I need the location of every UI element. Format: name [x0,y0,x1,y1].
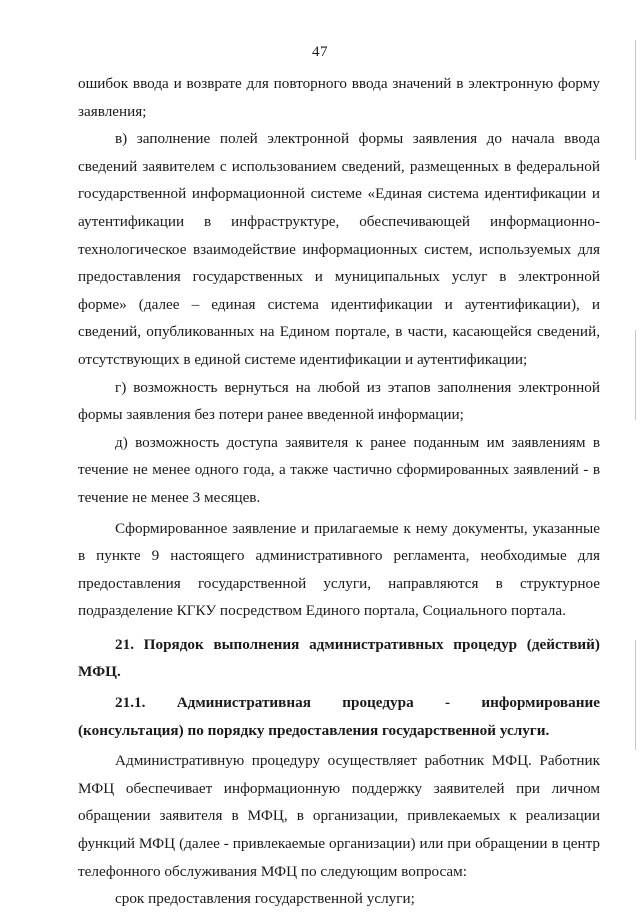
paragraph-mfc-procedure: Административную процедуру осуществляет работник МФЦ. Работник МФЦ обеспечивает информационную поддержку заявителей при личном обращении заявителя в МФЦ, в организации, привлекаемых к реализации функций МФЦ (далее - привлекаемые организации) или при обращении в центр телефонного обслуживания МФЦ по следующим вопросам: [78,752,600,880]
document-body [78,70,600,913]
scan-edge-mark [635,40,636,160]
subsection-word-informing: информирование [481,694,600,712]
paragraph-submitted-application: Сформированное заявление и прилагаемые к нему документы, указанные в пункте 9 настоящего административного регламента, необходимые для предоставления государственной услуги, направляются в структурное подразделение КГКУ посредством Единого портала, Социального портала. [78,519,600,620]
subsection-heading-21-1-continuation: (консультация) по порядку предоставления государственной услуги. [78,721,550,739]
subsection-word-administrative: Административная [176,694,311,712]
paragraph-service-term: срок предоставления государственной услуги; [115,890,415,908]
paragraph-item-d: д) возможность доступа заявителя к ранее поданным им заявлениям в течение не менее одного года, а также частично сформированных заявлений - в течение не менее 3 месяцев. [78,433,600,506]
paragraph-item-v: в) заполнение полей электронной формы заявления до начала ввода сведений заявителем с использованием сведений, размещенных в федеральной государственной информационной системе «Единая система идентификации и аутентификации в инфраструктуре, обеспечивающей информационно-технологическое взаимодействие информационных систем, используемых для предоставления государственных и муниципальных услуг в электронной форме» (далее – единая система идентификации и аутентификации), и сведений, опубликованных на Едином портале, в части, касающейся сведений, отсутствующих в единой системе идентификации и аутентификации; [78,130,600,368]
subsection-word-procedure: процедура [342,694,414,712]
paragraph-item-g: г) возможность вернуться на любой из этапов заполнения электронной формы заявления без потери ранее введенной информации; [78,378,600,424]
page-number: 47 [312,44,328,60]
subsection-dash: - [444,694,451,712]
subsection-heading-21-1-line [78,689,600,717]
scan-edge-mark [635,330,636,420]
scan-edge-mark [635,640,636,750]
section-heading-21: 21. Порядок выполнения административных процедур (действий) МФЦ. [78,635,600,681]
subsection-number: 21.1. [115,694,146,712]
paragraph-input-errors: ошибок ввода и возврате для повторного ввода значений в электронную форму заявления; [78,75,600,120]
